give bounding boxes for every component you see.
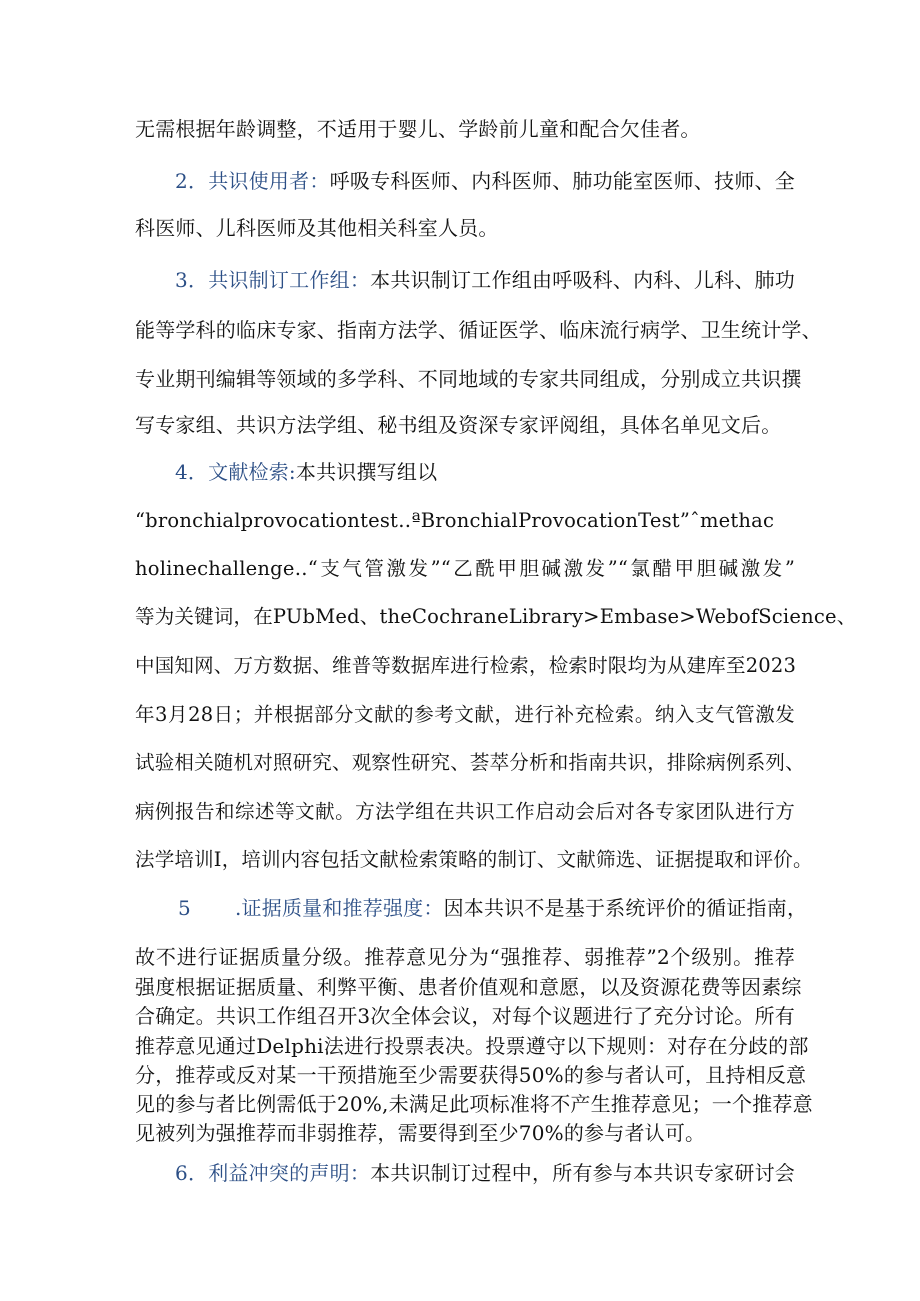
section-6-line bbox=[175, 1160, 795, 1186]
text: 年3月28日；并根据部分文献的参考文献，进行补充检索。纳入支气管激发 bbox=[135, 703, 795, 726]
text: 无需根据年龄调整，不适用于婴儿、学龄前儿童和配合欠佳者。 bbox=[135, 117, 701, 141]
text-line bbox=[135, 366, 802, 392]
text-line bbox=[135, 412, 795, 438]
text: 强度根据证据质量、利弊平衡、患者价值观和意愿，以及资源花费等因素综 bbox=[135, 975, 802, 999]
text-line bbox=[135, 116, 795, 142]
section-2-line bbox=[175, 168, 795, 194]
text-line bbox=[135, 508, 795, 534]
text: 见的参与者比例需低于20%,未满足此项标准将不产生推荐意见；一个推荐意 bbox=[135, 1092, 813, 1116]
text-line bbox=[135, 604, 857, 630]
text: 因本共识不是基于系统评价的循证指南， bbox=[443, 896, 808, 920]
text: 合确定。共识工作组召开3次全体会议，对每个议题进行了充分讨论。所有 bbox=[135, 1004, 795, 1028]
text: 能等学科的临床专家、指南方法学、循证医学、临床流行病学、卫生统计学、 bbox=[135, 318, 822, 342]
text: holinechallenge‥“支气管激发”“乙酰甲胆碱激发”“氯醋甲胆碱激发” bbox=[135, 557, 795, 580]
section-3-line bbox=[175, 267, 795, 293]
text-line bbox=[135, 1091, 813, 1117]
text-line bbox=[135, 974, 802, 1000]
text: 本共识制订过程中，所有参与本共识专家研讨会 bbox=[370, 1161, 796, 1185]
text-line bbox=[135, 799, 795, 825]
section-4-heading: 4．文献检索: bbox=[175, 460, 296, 484]
text: 等为关键词，在PUbMed、theCochraneLibrary>Embase>WebofScience、 bbox=[135, 605, 857, 628]
section-3-heading: 3．共识制订工作组： bbox=[175, 268, 371, 292]
text: 写专家组、共识方法学组、秘书组及资深专家评阅组，具体名单见文后。 bbox=[135, 413, 782, 437]
section-4-line bbox=[175, 459, 795, 485]
text: 分，推荐或反对某一干预措施至少需要获得50%的参与者认可，且持相反意 bbox=[135, 1063, 807, 1087]
text-line bbox=[135, 653, 795, 679]
text: 故不进行证据质量分级。推荐意见分为“强推荐、弱推荐”2个级别。推荐 bbox=[135, 945, 795, 969]
text: 见被列为强推荐而非弱推荐，需要得到至少70%的参与者认可。 bbox=[135, 1121, 706, 1145]
text: 病例报告和综述等文献。方法学组在共识工作启动会后对各专家团队进行方 bbox=[135, 800, 795, 823]
section-6-heading: 6．利益冲突的声明： bbox=[175, 1161, 371, 1185]
text-line bbox=[135, 944, 795, 970]
text-line bbox=[135, 317, 822, 343]
text-line bbox=[135, 556, 795, 582]
text: 试验相关随机对照研究、观察性研究、荟萃分析和指南共识，排除病例系列、 bbox=[135, 751, 805, 774]
text: “bronchialprovocationtest‥ªBronchialProvocationTest”ˆmethac bbox=[135, 509, 775, 532]
text-line bbox=[135, 1062, 807, 1088]
text: 专业期刊编辑等领域的多学科、不同地域的专家共同组成，分别成立共识撰 bbox=[135, 367, 802, 391]
text-line bbox=[135, 847, 813, 873]
text-line bbox=[135, 1120, 795, 1146]
text: 推荐意见通过Delphi法进行投票表决。投票遵守以下规则：对存在分歧的部 bbox=[135, 1034, 809, 1058]
section-5-line bbox=[235, 895, 808, 921]
section-5-heading: .证据质量和推荐强度： bbox=[235, 896, 444, 920]
text-line bbox=[135, 215, 795, 241]
text-line bbox=[135, 702, 795, 728]
text: 法学培训I，培训内容包括文献检索策略的制订、文献筛选、证据提取和评价。 bbox=[135, 848, 813, 871]
text: 中国知网、万方数据、维普等数据库进行检索，检索时限均为从建库至2023 bbox=[135, 654, 797, 677]
text-line bbox=[135, 1003, 795, 1029]
text: 科医师、儿科医师及其他相关科室人员。 bbox=[135, 216, 499, 240]
section-5-number-text: 5 bbox=[178, 896, 191, 920]
text-line bbox=[135, 750, 805, 776]
text: 呼吸专科医师、内科医师、肺功能室医师、技师、全 bbox=[329, 169, 795, 193]
section-2-heading: 2．共识使用者： bbox=[175, 169, 330, 193]
text: 本共识撰写组以 bbox=[295, 460, 438, 484]
text: 本共识制订工作组由呼吸科、内科、儿科、肺功 bbox=[370, 268, 796, 292]
text-line bbox=[135, 1033, 809, 1059]
